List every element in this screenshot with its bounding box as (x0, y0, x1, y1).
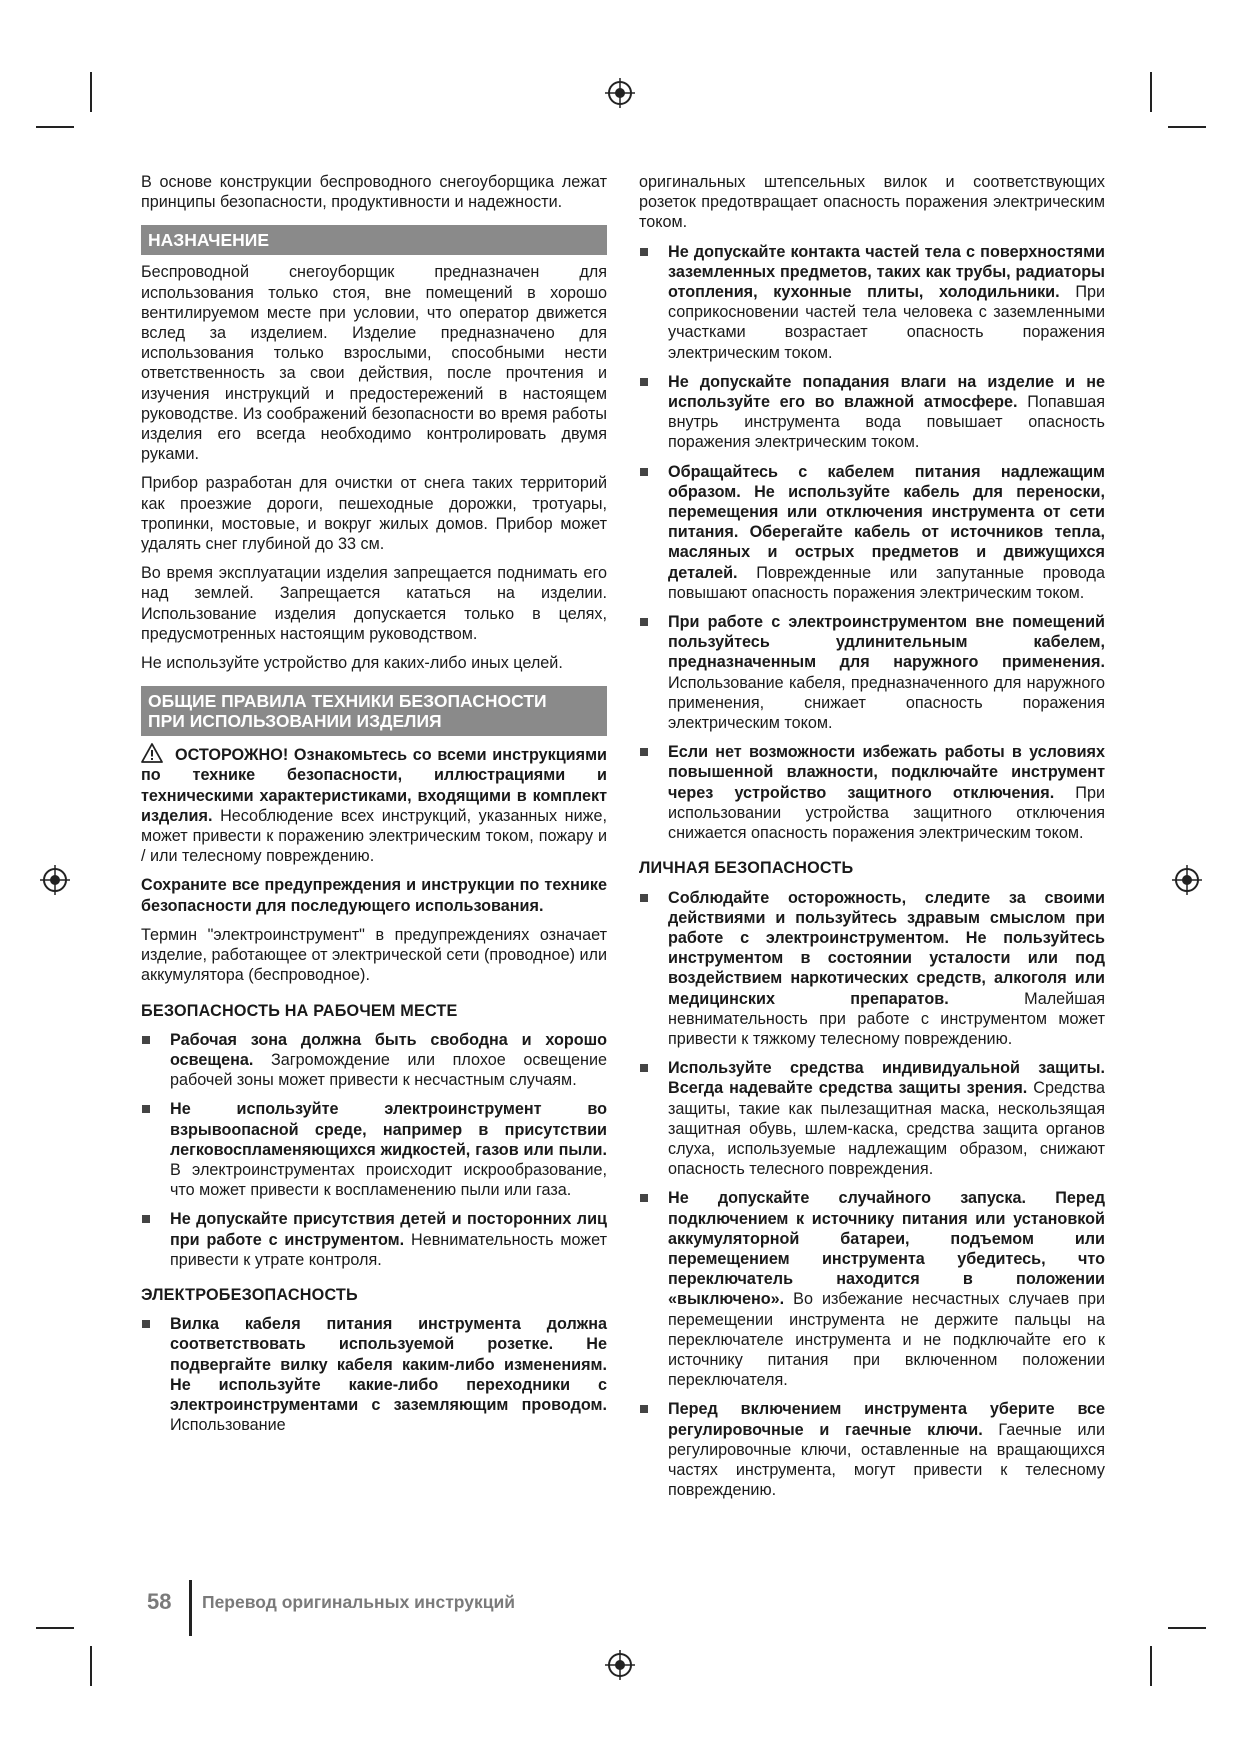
heading-line: ОБЩИЕ ПРАВИЛА ТЕХНИКИ БЕЗОПАСНОСТИ (148, 691, 547, 712)
list-item (141, 1209, 607, 1270)
bullet-icon (640, 248, 648, 256)
list-item (639, 742, 1105, 843)
warning-text: Несоблюдение всех инструкций, указанных ниже, может привести к поражению электрическим током, пожару и / или телесному повреждению. (141, 806, 607, 866)
item-bold: Обращайтесь с кабелем питания надлежащим образом. Не используйте кабель для переноски, перемещения или отключения инструмента от сети питания. Оберегайте кабель от источников тепла, масляных и острых предметов и движущихся деталей. (668, 462, 1105, 582)
personal-list (639, 888, 1105, 1501)
electric-list-continued (639, 242, 1105, 844)
item-bold: Если нет возможности избежать работы в условиях повышенной влажности, подключайте инструмент через устройство защитного отключения. (668, 743, 1105, 802)
list-item (141, 1030, 607, 1091)
item-text: Во избежание несчастных случаев при перемещении инструмента не держите пальцы на переключателе инструмента и не подключайте его к источнику питания при включенном положении переключателя. (668, 1290, 1105, 1390)
list-item (639, 1058, 1105, 1179)
bullet-icon (640, 618, 648, 626)
list-item (639, 1188, 1105, 1390)
item-text: Использование (170, 1416, 286, 1435)
registration-mark-icon (605, 1650, 635, 1680)
crop-mark (36, 126, 74, 128)
section-heading-safety (141, 686, 607, 736)
item-text: Использование кабеля, предназначенного для наружного применения, снижает опасность поражения электрическим током. (668, 673, 1105, 733)
item-text: Малейшая невнимательность при работе с инструментом может привести к тяжкому телесному повреждению. (668, 989, 1105, 1048)
item-text: В электроинструментах происходит искрообразование, что может привести к воспламенению пыли или газа. (170, 1160, 607, 1200)
workplace-list (141, 1030, 607, 1270)
bullet-icon (640, 1405, 648, 1413)
item-bold: Не используйте электроинструмент во взрывоопасной среде, например в присутствии легковоспламеняющихся жидкостей, газов или пыли. (170, 1100, 607, 1159)
item-text: При соприкосновении частей тела человека с заземленными участками возрастает опасность поражения электрическим током. (668, 283, 1105, 362)
registration-mark-icon (1172, 865, 1202, 895)
crop-mark (1168, 126, 1206, 128)
item-bold: Используйте средства индивидуальной защиты. Всегда надевайте средства защиты зрения. (668, 1059, 1105, 1098)
subheading-personal: ЛИЧНАЯ БЕЗОПАСНОСТЬ (639, 859, 854, 878)
warning-bold: ОСТОРОЖНО! Ознакомьтесь со всеми инструкциями по технике безопасности, иллюстрациями и техническими характеристиками, входящими в комплект изделия. (141, 746, 607, 825)
crop-mark (36, 1627, 74, 1629)
bullet-icon (142, 1215, 150, 1223)
crop-mark (1150, 72, 1152, 112)
bullet-icon (640, 378, 648, 386)
item-bold: Рабочая зона должна быть свободна и хорошо освещена. (170, 1030, 607, 1069)
subheading-workplace: БЕЗОПАСНОСТЬ НА РАБОЧЕМ МЕСТЕ (141, 1001, 458, 1020)
item-text: Поврежденные или запутанные провода повышают опасность поражения электрическим током. (668, 563, 1105, 602)
item-bold: Не допускайте случайного запуска. Перед подключением к источнику питания или установкой аккумуляторной батареи, подъемом или перемещением инструмента убедитесь, что переключатель находится в положении «выключено». (668, 1189, 1105, 1309)
bullet-icon (640, 1064, 648, 1072)
item-text: Гаечные или регулировочные ключи, оставленные на вращающихся частях инструмента, могут привести к телесному повреждению. (668, 1420, 1105, 1500)
list-item (639, 888, 1105, 1050)
purpose-paragraph: Во время эксплуатации изделия запрещается поднимать его над землей. Запрещается кататься на изделии. Использование изделия допускается только в целях, предусмотренных настоящим руководством. (141, 564, 607, 643)
section-heading-purpose: НАЗНАЧЕНИЕ (141, 225, 607, 255)
bullet-icon (142, 1320, 150, 1328)
purpose-paragraph: Прибор разработан для очистки от снега таких территорий как проезжие дороги, пешеходные дорожки, тротуары, тропинки, мостовые, и вокруг жилых домов. Прибор может удалять снег глубиной до 33 см. (141, 474, 607, 554)
bullet-icon (142, 1105, 150, 1113)
left-column (141, 172, 607, 1444)
crop-mark (1168, 1627, 1206, 1629)
save-instructions-bold: Сохраните все предупреждения и инструкции по технике безопасности для последующего использования. (141, 876, 607, 915)
list-item (639, 1399, 1105, 1500)
item-bold: Соблюдайте осторожность, следите за своими действиями и пользуйтесь здравым смыслом при работе с электроинструментом. Не пользуйтесь инструментом в состоянии усталости или под воздействием наркотических средств, алкоголя или медицинских препаратов. (668, 888, 1105, 1008)
footer-label: Перевод оригинальных инструкций (202, 1592, 516, 1612)
list-item (639, 462, 1105, 603)
subheading-electric: ЭЛЕКТРОБЕЗОПАСНОСТЬ (141, 1285, 358, 1304)
warning-paragraph (141, 743, 607, 866)
bullet-icon (142, 1036, 150, 1044)
item-text: При использовании устройства защитного отключения снижается опасность поражения электрическим током. (668, 783, 1105, 843)
item-bold: Перед включением инструмента уберите все регулировочные и гаечные ключи. (668, 1400, 1105, 1439)
item-bold: Не допускайте присутствия детей и посторонних лиц при работе с инструментом. (170, 1210, 607, 1249)
list-item (141, 1099, 607, 1200)
purpose-paragraph: Беспроводной снегоуборщик предназначен для использования только стоя, вне помещений в хорошо вентилируемом месте при условии, что оператор движется вслед за изделием. Изделие предназначено для использования только взрослыми, способными нести ответственность за свои действия, после прочтения и изучения инструкций и предостережений в настоящем руководстве. Из соображений безопасности во время работы изделия его всегда необходимо контролировать двумя руками. (141, 263, 607, 464)
page-number: 58 (147, 1589, 172, 1614)
item-text: Средства защиты, такие как пылезащитная маска, нескользящая защитная обувь, шлем-каска, средства защита органов слуха, используемые надлежащим образом, снижают опасность телесного повреждения. (668, 1079, 1105, 1179)
item-bold: Вилка кабеля питания инструмента должна соответствовать используемой розетке. Не подвергайте вилку кабеля каким-либо изменениям. Не используйте какие-либо переходники с электроинструментами с заземляющим проводом. (170, 1315, 607, 1414)
crop-mark (90, 1646, 92, 1686)
bullet-icon (640, 468, 648, 476)
purpose-paragraph: Не используйте устройство для каких-либо иных целей. (141, 654, 563, 673)
bullet-icon (640, 1194, 648, 1202)
term-paragraph: Термин "электроинструмент" в предупреждениях означает изделие, работающее от электрической сети (проводное) или аккумулятора (беспроводное). (141, 925, 607, 985)
continuation-paragraph: оригинальных штепсельных вилок и соответствующих розеток предотвращает опасность поражения электрическим током. (639, 173, 1105, 232)
right-column (639, 172, 1105, 1509)
item-bold: При работе с электроинструментом вне помещений пользуйтесь удлинительным кабелем, предназначенным для наружного применения. (668, 613, 1105, 672)
registration-mark-icon (40, 865, 70, 895)
save-instructions (141, 875, 607, 915)
crop-mark (1150, 1646, 1152, 1686)
item-text: Попавшая внутрь инструмента вода повышает опасность поражения электрическим током. (668, 393, 1105, 452)
item-bold: Не допускайте контакта частей тела с поверхностями заземленных предметов, таких как трубы, радиаторы отопления, кухонные плиты, холодильники. (668, 242, 1105, 302)
electric-list (141, 1314, 607, 1435)
footer-divider (189, 1580, 192, 1636)
registration-mark-icon (605, 78, 635, 108)
bullet-icon (640, 748, 648, 756)
intro-paragraph: В основе конструкции беспроводного снегоуборщика лежат принципы безопасности, продуктивности и надежности. (141, 173, 607, 212)
warning-triangle-icon (141, 743, 163, 763)
bullet-icon (640, 894, 648, 902)
item-text: Невнимательность может привести к утрате контроля. (170, 1230, 608, 1269)
list-item (639, 242, 1105, 363)
list-item (639, 372, 1105, 453)
list-item (639, 612, 1105, 733)
heading-line: ПРИ ИСПОЛЬЗОВАНИИ ИЗДЕЛИЯ (148, 711, 442, 732)
item-text: Загромождение или плохое освещение рабочей зоны может привести к несчастным случаям. (170, 1050, 607, 1090)
item-bold: Не допускайте попадания влаги на изделие и не используйте его во влажной атмосфере. (668, 372, 1105, 412)
crop-mark (90, 72, 92, 112)
list-item (141, 1314, 607, 1435)
